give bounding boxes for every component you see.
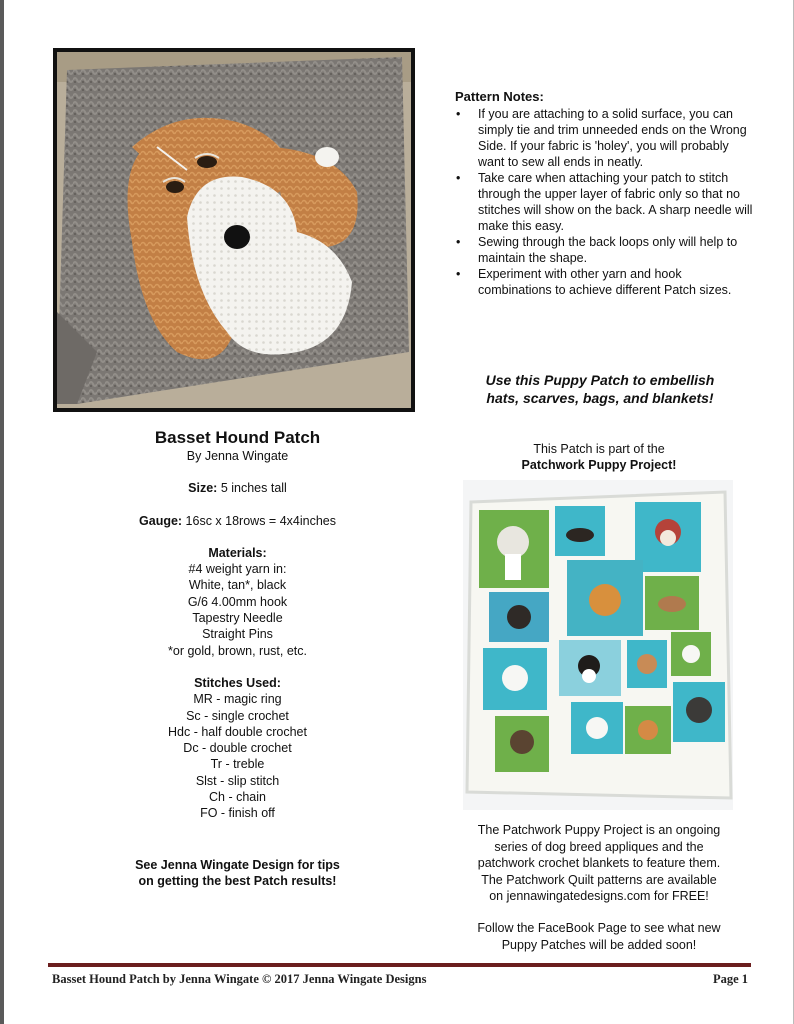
tips-line: on getting the best Patch results! [138, 874, 337, 888]
description-line: The Patchwork Puppy Project is an ongoing [477, 823, 721, 837]
pattern-author: By Jenna Wingate [186, 449, 289, 463]
pattern-note-item: • If you are attaching to a solid surface, you can simply tie and trim unneeded ends on the Wrong Side. If your fabric is 'holey', you will probably want to sew all ends in neatly. [478, 106, 755, 170]
gauge-value: 16sc x 18rows = 4x4inches [182, 513, 336, 528]
pattern-details [80, 428, 395, 822]
size-value: 5 inches tall [217, 481, 287, 496]
materials-item: #4 weight yarn in: [188, 562, 287, 577]
stitches-heading: Stitches Used: [194, 675, 281, 690]
follow-line: Follow the FaceBook Page to see what new [477, 921, 721, 935]
footer-credit: Basset Hound Patch by Jenna Wingate © 2017 Jenna Wingate Designs [52, 972, 427, 986]
pattern-notes-list [455, 106, 755, 298]
stitch-item: MR - magic ring [193, 692, 282, 707]
pattern-note-item: • Sewing through the back loops only will help to maintain the shape. [478, 234, 755, 266]
page-footer [52, 972, 748, 987]
stitch-item: Hdc - half double crochet [168, 724, 307, 739]
series-intro [450, 441, 748, 473]
pattern-notes [455, 89, 755, 298]
description-line: patchwork crochet blankets to feature them. [477, 856, 721, 870]
tagline-line: Use this Puppy Patch to embellish [485, 372, 715, 388]
stitch-item: Ch - chain [209, 790, 266, 805]
tagline-line: hats, scarves, bags, and blankets! [486, 390, 714, 406]
page-number: Page 1 [712, 972, 748, 986]
series-intro-line: This Patch is part of the [533, 442, 665, 456]
tips-line: See Jenna Wingate Design for tips [135, 858, 340, 872]
pattern-note-item: • Take care when attaching your patch to stitch through the upper layer of fabric only so that no stitches will show on the back. A sharp needle will make this easy. [478, 170, 755, 234]
stitch-item: Dc - double crochet [183, 741, 292, 756]
materials-item: *or gold, brown, rust, etc. [168, 643, 307, 658]
description-line: The Patchwork Quilt patterns are available [481, 872, 717, 887]
page-edge [0, 0, 4, 1024]
facebook-note [450, 920, 748, 953]
series-description [450, 822, 748, 905]
size-line [80, 480, 395, 496]
series-name: Patchwork Puppy Project! [521, 458, 677, 472]
materials-heading: Materials: [208, 545, 267, 560]
patchwork-quilt-photo [463, 480, 733, 810]
description-line: series of dog breed appliques and the [494, 839, 704, 854]
description-line: on jennawingatedesigns.com for FREE! [489, 889, 709, 903]
stitch-item: Slst - slip stitch [195, 773, 280, 788]
pattern-title: Basset Hound Patch [154, 428, 321, 447]
usage-tagline [440, 371, 760, 407]
materials-item: Straight Pins [202, 627, 273, 642]
stitch-item: Tr - treble [210, 757, 265, 772]
pattern-notes-heading: Pattern Notes: [455, 89, 544, 104]
pattern-note-item: • Experiment with other yarn and hook combinations to achieve different Patch sizes. [478, 266, 755, 298]
follow-line: Puppy Patches will be added soon! [501, 937, 697, 952]
gauge-line [80, 513, 395, 529]
footer-rule [48, 963, 751, 967]
materials-item: G/6 4.00mm hook [187, 594, 288, 609]
tips-note [80, 857, 395, 889]
size-label: Size: [188, 481, 218, 496]
basset-hound-patch-photo [53, 48, 415, 412]
stitch-item: Sc - single crochet [186, 708, 289, 723]
gauge-label: Gauge: [139, 513, 183, 528]
materials-item: White, tan*, black [188, 578, 287, 593]
materials-item: Tapestry Needle [192, 611, 283, 626]
stitch-item: FO - finish off [200, 806, 275, 821]
